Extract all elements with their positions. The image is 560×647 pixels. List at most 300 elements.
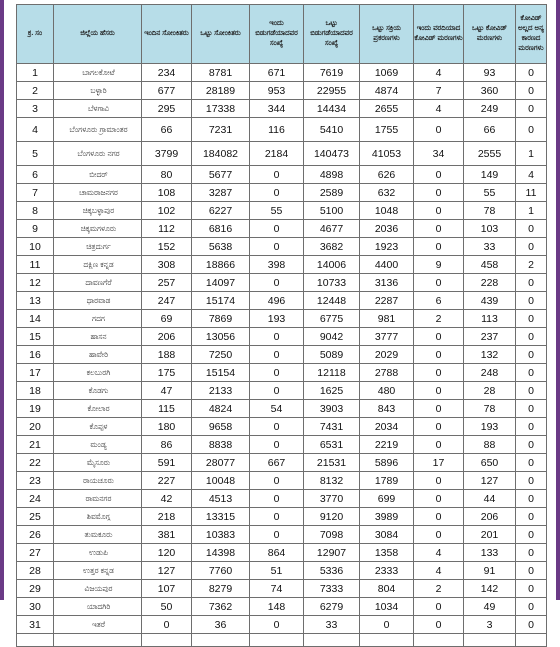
cell-total-deaths: 237 xyxy=(464,328,516,346)
cell-district: ರಾಮನಗರ xyxy=(54,490,142,508)
cell-active-cases: 2287 xyxy=(360,292,414,310)
cell-non-covid-deaths: 0 xyxy=(516,400,547,418)
cell-today-deaths: 0 xyxy=(414,184,464,202)
cell-district: ಕೊಪ್ಪಳ xyxy=(54,418,142,436)
cell-serial: 9 xyxy=(17,220,54,238)
cell-total-deaths: 49 xyxy=(464,598,516,616)
cell-total-discharged: 10733 xyxy=(304,274,360,292)
partial-cell xyxy=(192,634,250,647)
table-row xyxy=(17,184,547,202)
cell-today-discharged: 953 xyxy=(250,82,304,100)
cell-total-cases: 7760 xyxy=(192,562,250,580)
cell-total-deaths: 201 xyxy=(464,526,516,544)
cell-serial: 30 xyxy=(17,598,54,616)
partial-cell xyxy=(516,634,547,647)
header-non-covid-deaths: ಕೋವಿಡ್ ಅಲ್ಲದ ಅನ್ಯ ಕಾರಣದ ಮರಣಗಳು xyxy=(516,5,547,64)
cell-total-discharged: 14006 xyxy=(304,256,360,274)
cell-total-deaths: 55 xyxy=(464,184,516,202)
cell-today-discharged: 0 xyxy=(250,238,304,256)
cell-today-deaths: 0 xyxy=(414,166,464,184)
cell-district: ವಿಜಯಪುರ xyxy=(54,580,142,598)
cell-district: ಚಾಮರಾಜನಗರ xyxy=(54,184,142,202)
partial-cell xyxy=(304,634,360,647)
cell-non-covid-deaths: 0 xyxy=(516,418,547,436)
cell-total-discharged: 3770 xyxy=(304,490,360,508)
cell-active-cases: 4874 xyxy=(360,82,414,100)
cell-active-cases: 1069 xyxy=(360,64,414,82)
cell-today-discharged: 74 xyxy=(250,580,304,598)
cell-total-deaths: 458 xyxy=(464,256,516,274)
cell-total-deaths: 33 xyxy=(464,238,516,256)
cell-non-covid-deaths: 1 xyxy=(516,142,547,166)
cell-non-covid-deaths: 4 xyxy=(516,166,547,184)
cell-serial: 25 xyxy=(17,508,54,526)
cell-serial: 15 xyxy=(17,328,54,346)
cell-active-cases: 2219 xyxy=(360,436,414,454)
cell-today-deaths: 0 xyxy=(414,238,464,256)
cell-serial: 17 xyxy=(17,364,54,382)
cell-total-discharged: 7333 xyxy=(304,580,360,598)
cell-non-covid-deaths: 0 xyxy=(516,382,547,400)
table-row xyxy=(17,526,547,544)
table-row xyxy=(17,508,547,526)
cell-non-covid-deaths: 0 xyxy=(516,64,547,82)
cell-district: ಮಂಡ್ಯ xyxy=(54,436,142,454)
cell-non-covid-deaths: 0 xyxy=(516,82,547,100)
partial-cell xyxy=(464,634,516,647)
cell-serial: 19 xyxy=(17,400,54,418)
cell-active-cases: 3136 xyxy=(360,274,414,292)
cell-district: ಉಡುಪಿ xyxy=(54,544,142,562)
cell-active-cases: 3084 xyxy=(360,526,414,544)
cell-today-cases: 308 xyxy=(142,256,192,274)
header-serial: ಕ್ರ. ಸಂ xyxy=(17,5,54,64)
cell-district: ತುಮಕೂರು xyxy=(54,526,142,544)
table-row xyxy=(17,454,547,472)
cell-total-discharged: 8132 xyxy=(304,472,360,490)
cell-total-deaths: 3 xyxy=(464,616,516,634)
cell-total-deaths: 249 xyxy=(464,100,516,118)
cell-active-cases: 1755 xyxy=(360,118,414,142)
cell-today-discharged: 0 xyxy=(250,364,304,382)
cell-total-cases: 17338 xyxy=(192,100,250,118)
cell-total-discharged: 2589 xyxy=(304,184,360,202)
cell-today-cases: 115 xyxy=(142,400,192,418)
table-row xyxy=(17,472,547,490)
cell-non-covid-deaths: 0 xyxy=(516,364,547,382)
cell-today-deaths: 34 xyxy=(414,142,464,166)
cell-today-discharged: 0 xyxy=(250,418,304,436)
cell-total-discharged: 6775 xyxy=(304,310,360,328)
cell-total-deaths: 78 xyxy=(464,400,516,418)
cell-total-deaths: 206 xyxy=(464,508,516,526)
cell-serial: 26 xyxy=(17,526,54,544)
partial-cell xyxy=(142,634,192,647)
cell-active-cases: 1789 xyxy=(360,472,414,490)
cell-district: ಕೋಲಾರ xyxy=(54,400,142,418)
cell-total-deaths: 360 xyxy=(464,82,516,100)
cell-serial: 8 xyxy=(17,202,54,220)
cell-today-deaths: 17 xyxy=(414,454,464,472)
cell-non-covid-deaths: 0 xyxy=(516,472,547,490)
cell-total-cases: 3287 xyxy=(192,184,250,202)
cell-today-deaths: 0 xyxy=(414,328,464,346)
cell-total-discharged: 12118 xyxy=(304,364,360,382)
table-row xyxy=(17,418,547,436)
cell-non-covid-deaths: 0 xyxy=(516,508,547,526)
cell-today-deaths: 0 xyxy=(414,526,464,544)
cell-today-deaths: 0 xyxy=(414,364,464,382)
cell-active-cases: 632 xyxy=(360,184,414,202)
cell-total-cases: 18866 xyxy=(192,256,250,274)
table-row xyxy=(17,82,547,100)
cell-non-covid-deaths: 0 xyxy=(516,238,547,256)
cell-total-deaths: 93 xyxy=(464,64,516,82)
cell-total-discharged: 5410 xyxy=(304,118,360,142)
cell-total-deaths: 28 xyxy=(464,382,516,400)
cell-serial: 16 xyxy=(17,346,54,364)
cell-district: ದಾವಣಗೆರೆ xyxy=(54,274,142,292)
cell-today-cases: 107 xyxy=(142,580,192,598)
cell-district: ಬಳ್ಳಾರಿ xyxy=(54,82,142,100)
cell-total-cases: 7869 xyxy=(192,310,250,328)
cell-total-discharged: 3682 xyxy=(304,238,360,256)
cell-today-cases: 227 xyxy=(142,472,192,490)
cell-serial: 7 xyxy=(17,184,54,202)
cell-today-deaths: 0 xyxy=(414,616,464,634)
cell-total-discharged: 5336 xyxy=(304,562,360,580)
table-row xyxy=(17,598,547,616)
cell-today-discharged: 0 xyxy=(250,490,304,508)
cell-non-covid-deaths: 0 xyxy=(516,328,547,346)
cell-today-deaths: 4 xyxy=(414,562,464,580)
cell-today-cases: 218 xyxy=(142,508,192,526)
cell-today-cases: 80 xyxy=(142,166,192,184)
cell-today-discharged: 344 xyxy=(250,100,304,118)
cell-district: ಹಾವೇರಿ xyxy=(54,346,142,364)
cell-non-covid-deaths: 0 xyxy=(516,490,547,508)
cell-total-cases: 4513 xyxy=(192,490,250,508)
cell-serial: 31 xyxy=(17,616,54,634)
header-total-cases: ಒಟ್ಟು ಸೋಂಕಿತರು xyxy=(192,5,250,64)
cell-today-deaths: 0 xyxy=(414,118,464,142)
cell-district: ಚಿಕ್ಕಮಗಳೂರು xyxy=(54,220,142,238)
cell-active-cases: 981 xyxy=(360,310,414,328)
cell-total-cases: 6816 xyxy=(192,220,250,238)
cell-total-cases: 28077 xyxy=(192,454,250,472)
cell-total-cases: 28189 xyxy=(192,82,250,100)
table-row xyxy=(17,64,547,82)
header-today-deaths: ಇಂದು ವರದಿಯಾದ ಕೋವಿಡ್ ಮರಣಗಳು xyxy=(414,5,464,64)
cell-serial: 12 xyxy=(17,274,54,292)
table-row xyxy=(17,328,547,346)
cell-active-cases: 1048 xyxy=(360,202,414,220)
cell-active-cases: 2788 xyxy=(360,364,414,382)
cell-serial: 3 xyxy=(17,100,54,118)
cell-serial: 21 xyxy=(17,436,54,454)
cell-today-cases: 677 xyxy=(142,82,192,100)
header-total-discharged: ಒಟ್ಟು ಬಿಡುಗಡೆಯಾದವರ ಸಂಖ್ಯೆ xyxy=(304,5,360,64)
cell-total-discharged: 33 xyxy=(304,616,360,634)
cell-non-covid-deaths: 0 xyxy=(516,436,547,454)
cell-total-cases: 5638 xyxy=(192,238,250,256)
cell-today-cases: 3799 xyxy=(142,142,192,166)
table-row xyxy=(17,562,547,580)
cell-active-cases: 5896 xyxy=(360,454,414,472)
cell-today-cases: 86 xyxy=(142,436,192,454)
cell-district: ಬೆಂಗಳೂರು ಗ್ರಾಮಾಂತರ xyxy=(54,118,142,142)
cell-today-cases: 247 xyxy=(142,292,192,310)
cell-total-deaths: 66 xyxy=(464,118,516,142)
cell-today-deaths: 0 xyxy=(414,472,464,490)
cell-today-deaths: 4 xyxy=(414,544,464,562)
cell-total-deaths: 2555 xyxy=(464,142,516,166)
cell-today-cases: 381 xyxy=(142,526,192,544)
cell-today-discharged: 0 xyxy=(250,220,304,238)
cell-total-discharged: 22955 xyxy=(304,82,360,100)
cell-today-discharged: 0 xyxy=(250,616,304,634)
cell-non-covid-deaths: 0 xyxy=(516,220,547,238)
cell-serial: 11 xyxy=(17,256,54,274)
cell-active-cases: 2036 xyxy=(360,220,414,238)
cell-district: ಗದಗ xyxy=(54,310,142,328)
cell-total-deaths: 193 xyxy=(464,418,516,436)
cell-today-cases: 180 xyxy=(142,418,192,436)
cell-serial: 27 xyxy=(17,544,54,562)
cell-today-deaths: 0 xyxy=(414,508,464,526)
partial-cell xyxy=(17,634,54,647)
cell-total-deaths: 228 xyxy=(464,274,516,292)
cell-total-discharged: 6531 xyxy=(304,436,360,454)
table-row xyxy=(17,142,547,166)
cell-today-discharged: 51 xyxy=(250,562,304,580)
cell-total-cases: 15174 xyxy=(192,292,250,310)
cell-total-discharged: 7619 xyxy=(304,64,360,82)
cell-total-discharged: 12448 xyxy=(304,292,360,310)
cell-active-cases: 3777 xyxy=(360,328,414,346)
partial-cell xyxy=(54,634,142,647)
cell-active-cases: 0 xyxy=(360,616,414,634)
table-row-partial xyxy=(17,634,547,647)
cell-today-cases: 591 xyxy=(142,454,192,472)
cell-non-covid-deaths: 0 xyxy=(516,544,547,562)
cell-non-covid-deaths: 0 xyxy=(516,580,547,598)
cell-total-deaths: 91 xyxy=(464,562,516,580)
table-body xyxy=(17,64,547,647)
cell-total-deaths: 103 xyxy=(464,220,516,238)
cell-today-discharged: 148 xyxy=(250,598,304,616)
cell-serial: 28 xyxy=(17,562,54,580)
table-row xyxy=(17,346,547,364)
cell-today-discharged: 0 xyxy=(250,526,304,544)
partial-cell xyxy=(414,634,464,647)
table-row xyxy=(17,118,547,142)
cell-today-discharged: 54 xyxy=(250,400,304,418)
table-row xyxy=(17,166,547,184)
cell-district: ಚಿಕ್ಕಬಳ್ಳಾಪುರ xyxy=(54,202,142,220)
cell-today-deaths: 0 xyxy=(414,400,464,418)
cell-non-covid-deaths: 0 xyxy=(516,346,547,364)
partial-cell xyxy=(250,634,304,647)
cell-total-cases: 7250 xyxy=(192,346,250,364)
cell-total-cases: 7231 xyxy=(192,118,250,142)
cell-today-deaths: 0 xyxy=(414,598,464,616)
cell-serial: 5 xyxy=(17,142,54,166)
cell-total-discharged: 21531 xyxy=(304,454,360,472)
cell-today-cases: 120 xyxy=(142,544,192,562)
cell-today-cases: 69 xyxy=(142,310,192,328)
header-row xyxy=(17,5,547,64)
cell-today-deaths: 4 xyxy=(414,100,464,118)
table-row xyxy=(17,220,547,238)
table-row xyxy=(17,100,547,118)
cell-total-deaths: 127 xyxy=(464,472,516,490)
table-row xyxy=(17,202,547,220)
cell-active-cases: 2655 xyxy=(360,100,414,118)
cell-today-deaths: 0 xyxy=(414,490,464,508)
cell-total-cases: 2133 xyxy=(192,382,250,400)
cell-today-cases: 295 xyxy=(142,100,192,118)
cell-serial: 22 xyxy=(17,454,54,472)
cell-active-cases: 1923 xyxy=(360,238,414,256)
cell-total-discharged: 5100 xyxy=(304,202,360,220)
partial-cell xyxy=(360,634,414,647)
cell-today-discharged: 671 xyxy=(250,64,304,82)
cell-district: ಉತ್ತರ ಕನ್ನಡ xyxy=(54,562,142,580)
cell-today-cases: 234 xyxy=(142,64,192,82)
cell-active-cases: 843 xyxy=(360,400,414,418)
cell-today-discharged: 2184 xyxy=(250,142,304,166)
cell-non-covid-deaths: 1 xyxy=(516,202,547,220)
cell-total-discharged: 7431 xyxy=(304,418,360,436)
table-row xyxy=(17,238,547,256)
cell-active-cases: 41053 xyxy=(360,142,414,166)
cell-non-covid-deaths: 0 xyxy=(516,454,547,472)
cell-non-covid-deaths: 0 xyxy=(516,274,547,292)
cell-total-discharged: 1625 xyxy=(304,382,360,400)
cell-serial: 6 xyxy=(17,166,54,184)
cell-active-cases: 626 xyxy=(360,166,414,184)
cell-total-discharged: 6279 xyxy=(304,598,360,616)
table-row xyxy=(17,616,547,634)
cell-total-cases: 10048 xyxy=(192,472,250,490)
cell-today-deaths: 0 xyxy=(414,202,464,220)
cell-today-cases: 188 xyxy=(142,346,192,364)
cell-today-discharged: 116 xyxy=(250,118,304,142)
cell-today-discharged: 496 xyxy=(250,292,304,310)
header-active-cases: ಒಟ್ಟು ಸಕ್ರಿಯ ಪ್ರಕರಣಗಳು xyxy=(360,5,414,64)
cell-today-cases: 257 xyxy=(142,274,192,292)
cell-today-deaths: 0 xyxy=(414,346,464,364)
table-row xyxy=(17,544,547,562)
cell-total-deaths: 88 xyxy=(464,436,516,454)
table-row xyxy=(17,292,547,310)
table-row xyxy=(17,364,547,382)
cell-serial: 14 xyxy=(17,310,54,328)
cell-non-covid-deaths: 0 xyxy=(516,310,547,328)
table-row xyxy=(17,400,547,418)
cell-district: ಹಾಸನ xyxy=(54,328,142,346)
cell-serial: 20 xyxy=(17,418,54,436)
cell-total-cases: 9658 xyxy=(192,418,250,436)
cell-district: ಬಾಗಲಕೋಟೆ xyxy=(54,64,142,82)
cell-today-deaths: 4 xyxy=(414,64,464,82)
table-row xyxy=(17,274,547,292)
cell-today-discharged: 0 xyxy=(250,508,304,526)
cell-today-discharged: 0 xyxy=(250,436,304,454)
cell-serial: 1 xyxy=(17,64,54,82)
cell-total-cases: 14398 xyxy=(192,544,250,562)
cell-today-deaths: 0 xyxy=(414,418,464,436)
cell-total-deaths: 132 xyxy=(464,346,516,364)
cell-total-discharged: 7098 xyxy=(304,526,360,544)
cell-district: ಬೆಂಗಳೂರು ನಗರ xyxy=(54,142,142,166)
table-row xyxy=(17,490,547,508)
cell-active-cases: 699 xyxy=(360,490,414,508)
cell-total-deaths: 133 xyxy=(464,544,516,562)
cell-serial: 13 xyxy=(17,292,54,310)
cell-active-cases: 2333 xyxy=(360,562,414,580)
cell-total-cases: 8781 xyxy=(192,64,250,82)
cell-today-discharged: 0 xyxy=(250,166,304,184)
cell-total-deaths: 113 xyxy=(464,310,516,328)
cell-active-cases: 4400 xyxy=(360,256,414,274)
cell-serial: 24 xyxy=(17,490,54,508)
cell-total-cases: 6227 xyxy=(192,202,250,220)
cell-district: ಕಲಬುರಗಿ xyxy=(54,364,142,382)
header-today-cases: ಇಂದಿನ ಸೋಂಕಿತರು xyxy=(142,5,192,64)
table-row xyxy=(17,256,547,274)
cell-today-cases: 112 xyxy=(142,220,192,238)
cell-non-covid-deaths: 11 xyxy=(516,184,547,202)
cell-today-cases: 66 xyxy=(142,118,192,142)
cell-total-cases: 15154 xyxy=(192,364,250,382)
cell-total-cases: 13056 xyxy=(192,328,250,346)
cell-active-cases: 3989 xyxy=(360,508,414,526)
cell-serial: 23 xyxy=(17,472,54,490)
cell-total-cases: 14097 xyxy=(192,274,250,292)
cell-non-covid-deaths: 0 xyxy=(516,118,547,142)
cell-total-deaths: 650 xyxy=(464,454,516,472)
cell-active-cases: 2034 xyxy=(360,418,414,436)
cell-active-cases: 480 xyxy=(360,382,414,400)
table-row xyxy=(17,310,547,328)
cell-today-discharged: 193 xyxy=(250,310,304,328)
cell-total-cases: 13315 xyxy=(192,508,250,526)
table-row xyxy=(17,436,547,454)
cell-district: ಚಿತ್ರದುರ್ಗ xyxy=(54,238,142,256)
cell-total-discharged: 4898 xyxy=(304,166,360,184)
cell-total-cases: 8838 xyxy=(192,436,250,454)
cell-total-deaths: 248 xyxy=(464,364,516,382)
cell-today-discharged: 0 xyxy=(250,382,304,400)
cell-non-covid-deaths: 0 xyxy=(516,292,547,310)
cell-today-deaths: 0 xyxy=(414,436,464,454)
cell-non-covid-deaths: 0 xyxy=(516,100,547,118)
cell-total-discharged: 14434 xyxy=(304,100,360,118)
cell-today-deaths: 6 xyxy=(414,292,464,310)
cell-total-deaths: 142 xyxy=(464,580,516,598)
cell-today-cases: 206 xyxy=(142,328,192,346)
cell-today-discharged: 55 xyxy=(250,202,304,220)
cell-today-deaths: 0 xyxy=(414,220,464,238)
table-row xyxy=(17,382,547,400)
cell-district: ಮೈಸೂರು xyxy=(54,454,142,472)
cell-today-discharged: 0 xyxy=(250,472,304,490)
cell-today-deaths: 9 xyxy=(414,256,464,274)
cell-total-discharged: 12907 xyxy=(304,544,360,562)
cell-today-deaths: 0 xyxy=(414,382,464,400)
